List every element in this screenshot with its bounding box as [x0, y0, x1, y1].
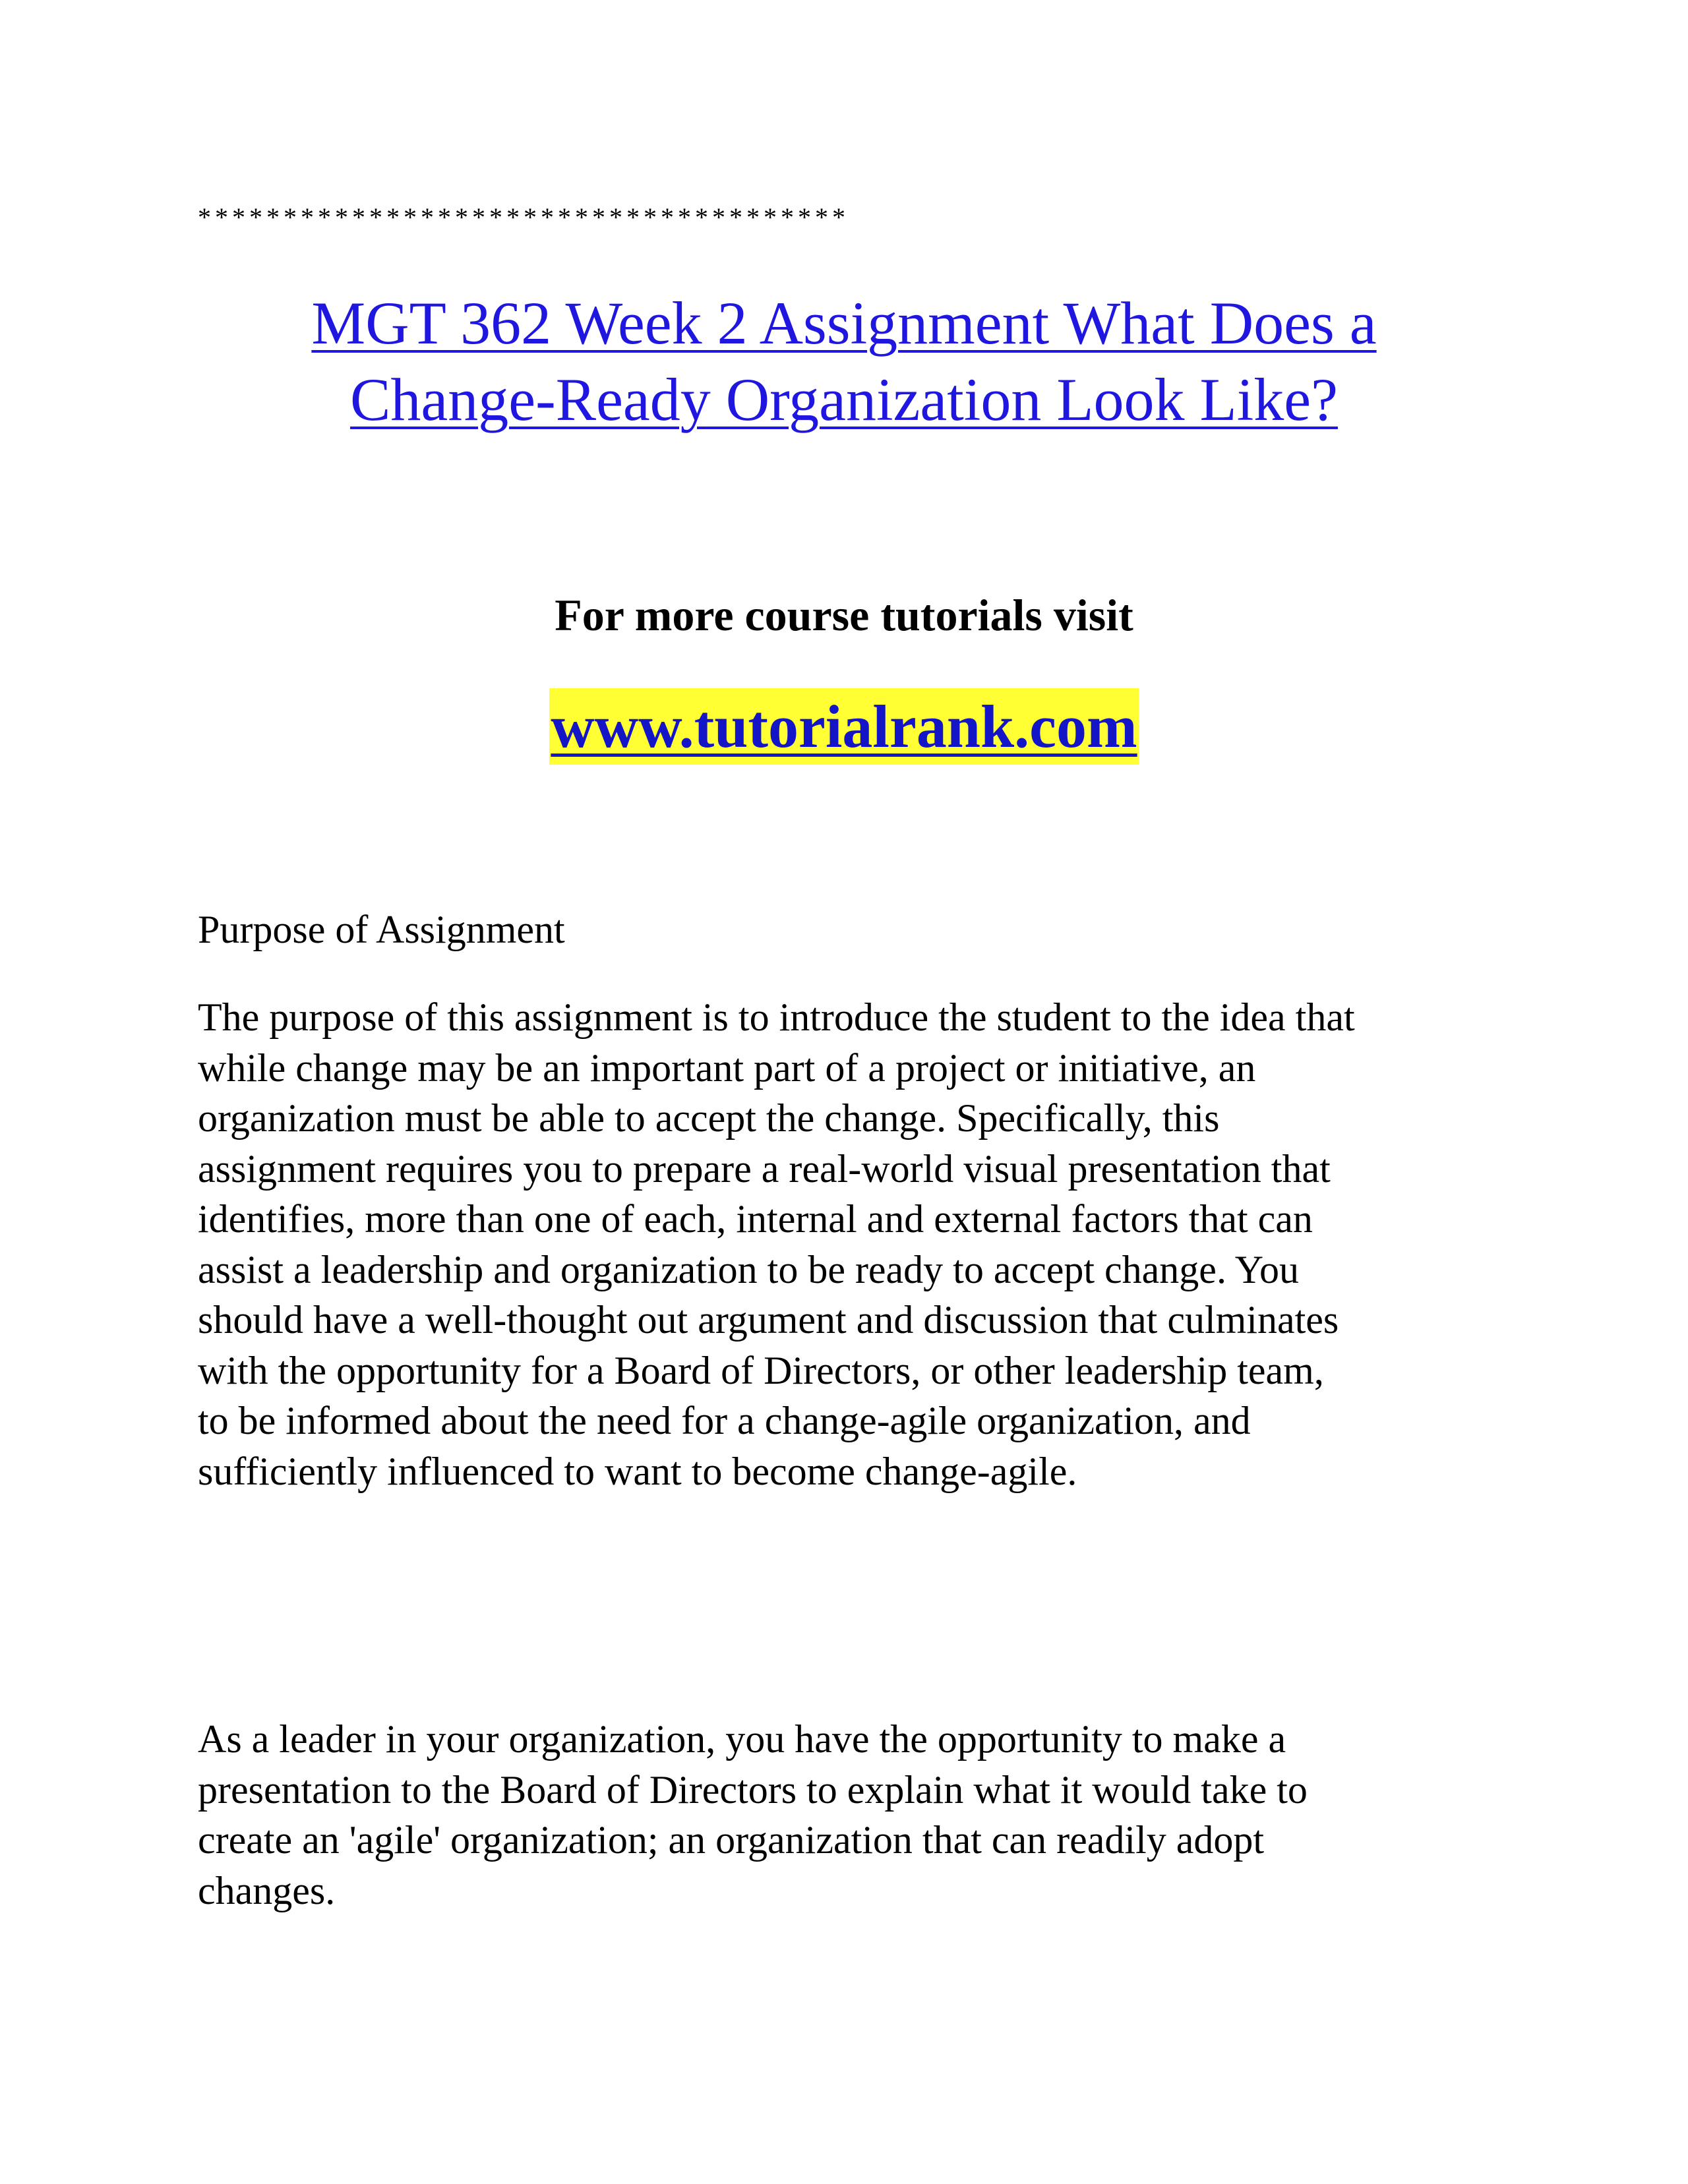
paragraph-line: while change may be an important part of a project or initiative, an: [198, 1046, 1256, 1090]
title-line-1: MGT 362 Week 2 Assignment What Does a: [311, 289, 1377, 357]
paragraph-line: to be informed about the need for a change-agile organization, and: [198, 1399, 1251, 1442]
purpose-paragraph: [198, 992, 1503, 1496]
tutorial-url-link[interactable]: www.tutorialrank.com: [549, 688, 1138, 765]
visit-text: For more course tutorials visit: [555, 590, 1133, 640]
title-line-2: Change-Ready Organization Look Like?: [350, 366, 1338, 433]
paragraph-line: As a leader in your organization, you have the opportunity to make a: [198, 1717, 1286, 1761]
paragraph-line: organization must be able to accept the change. Specifically, this: [198, 1096, 1220, 1140]
paragraph-line: sufficiently influenced to want to become change-agile.: [198, 1449, 1077, 1493]
url-container: [198, 688, 1490, 765]
paragraph-line: assignment requires you to prepare a real-world visual presentation that: [198, 1146, 1331, 1191]
separator-stars: **************************************: [198, 202, 849, 232]
paragraph-line: assist a leadership and organization to be ready to accept change. You: [198, 1247, 1300, 1291]
paragraph-line: The purpose of this assignment is to introduce the student to the idea that: [198, 995, 1355, 1039]
paragraph-line: changes.: [198, 1868, 336, 1912]
title-link[interactable]: [198, 285, 1490, 438]
paragraph-line: create an 'agile' organization; an organization that can readily adopt: [198, 1818, 1265, 1862]
section-heading: Purpose of Assignment: [198, 908, 565, 951]
paragraph-line: identifies, more than one of each, internal and external factors that can: [198, 1197, 1313, 1241]
leader-paragraph: [198, 1714, 1503, 1916]
paragraph-line: should have a well-thought out argument and discussion that culminates: [198, 1298, 1339, 1342]
paragraph-line: presentation to the Board of Directors to explain what it would take to: [198, 1767, 1308, 1812]
paragraph-line: with the opportunity for a Board of Directors, or other leadership team,: [198, 1348, 1324, 1392]
document-title: [198, 285, 1490, 438]
